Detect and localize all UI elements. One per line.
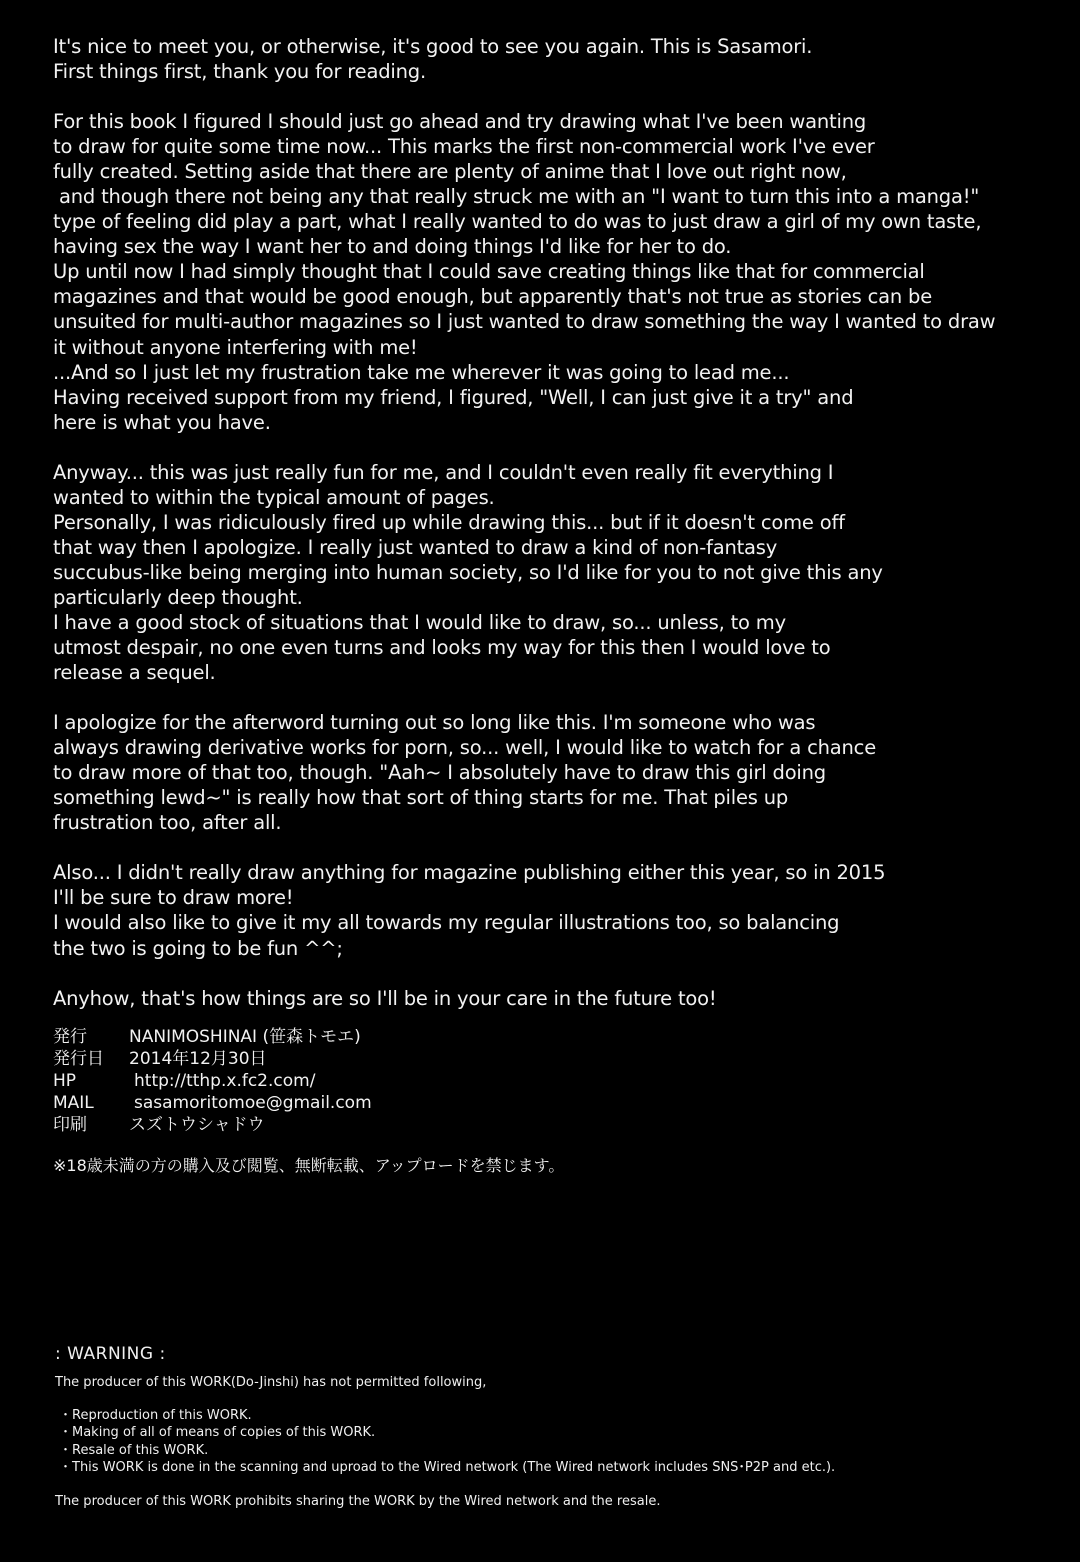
hp-label: HP bbox=[53, 1071, 77, 1091]
publisher-label: 発行 bbox=[53, 1027, 87, 1047]
age-restriction-notice: ※18歳未満の方の購入及び閲覧、無断転載、アップロードを禁じます。 bbox=[53, 1156, 565, 1175]
paragraph-fun bbox=[53, 460, 1013, 685]
warning-item: ・This WORK is done in the scanning and uproad to the Wired network (The Wired network includes SNS･P2P and etc.). bbox=[59, 1459, 836, 1475]
text-line: always drawing derivative works for porn, so... well, I would like to watch for a chance bbox=[53, 736, 876, 760]
text-line: Up until now I had simply thought that I could save creating things like that for commercial bbox=[53, 260, 925, 284]
hp-link: http://tthp.x.fc2.com/ bbox=[134, 1071, 316, 1091]
text-line: It's nice to meet you, or otherwise, it's good to see you again. This is Sasamori. bbox=[53, 35, 813, 58]
text-line: wanted to within the typical amount of pages. bbox=[53, 485, 495, 509]
text-line: particularly deep thought. bbox=[53, 585, 303, 609]
afterword-text bbox=[53, 34, 1013, 1011]
colophon-mail-row bbox=[53, 1092, 372, 1114]
colophon-print-row bbox=[53, 1114, 372, 1136]
text-line: having sex the way I want her to and doing things I'd like for her to do. bbox=[53, 235, 732, 259]
warning-outro: The producer of this WORK prohibits sharing the WORK by the Wired network and the resale. bbox=[55, 1494, 661, 1510]
warning-intro: The producer of this WORK(Do-Jinshi) has not permitted following, bbox=[55, 1375, 487, 1390]
text-line: frustration too, after all. bbox=[53, 811, 282, 835]
publisher-value: NANIMOSHINAI (笹森トモエ) bbox=[129, 1027, 361, 1047]
text-line: I would also like to give it my all towards my regular illustrations too, so balancing bbox=[53, 911, 840, 935]
text-line: utmost despair, no one even turns and looks my way for this then I would love to bbox=[53, 636, 831, 660]
text-line: Anyway... this was just really fun for me, and I couldn't even really fit everything I bbox=[53, 460, 834, 484]
text-line: Also... I didn't really draw anything for magazine publishing either this year, so in 2015 bbox=[53, 861, 886, 885]
colophon-hp-row bbox=[53, 1070, 372, 1092]
paragraph-plans bbox=[53, 860, 1013, 960]
text-line: I have a good stock of situations that I would like to draw, so... unless, to my bbox=[53, 610, 786, 634]
paragraph-closing bbox=[53, 986, 1013, 1011]
text-line: the two is going to be fun ^^; bbox=[53, 936, 343, 960]
date-value: 2014年12月30日 bbox=[129, 1049, 267, 1069]
text-line: release a sequel. bbox=[53, 661, 216, 685]
text-line: to draw for quite some time now... This marks the first non-commercial work I've ever bbox=[53, 135, 875, 159]
text-line: to draw more of that too, though. "Aah~ I absolutely have to draw this girl doing bbox=[53, 761, 826, 785]
text-line: type of feeling did play a part, what I really wanted to do was to just draw a girl of my own taste, bbox=[53, 210, 982, 234]
warning-item: ・Reproduction of this WORK. bbox=[59, 1408, 252, 1424]
text-line: and though there not being any that really struck me with an "I want to turn this into a manga!" bbox=[53, 185, 980, 209]
paragraph-gap bbox=[53, 435, 1013, 460]
text-line: it without anyone interfering with me! bbox=[53, 335, 418, 359]
mail-label: MAIL bbox=[53, 1093, 94, 1113]
text-line: here is what you have. bbox=[53, 410, 271, 434]
text-line: magazines and that would be good enough, but apparently that's not true as stories can be bbox=[53, 285, 933, 309]
print-value: スズトウシャドウ bbox=[129, 1115, 265, 1135]
colophon-publisher-row bbox=[53, 1026, 372, 1048]
colophon-date-row bbox=[53, 1048, 372, 1070]
paragraph-apology bbox=[53, 710, 1013, 835]
paragraph-greeting bbox=[53, 34, 1013, 84]
text-line: First things first, thank you for reading. bbox=[53, 60, 426, 84]
warning-item: ・Resale of this WORK. bbox=[59, 1442, 209, 1458]
warning-list bbox=[55, 1407, 835, 1476]
text-line: ...And so I just let my frustration take me wherever it was going to lead me... bbox=[53, 360, 790, 384]
text-line: fully created. Setting aside that there are plenty of anime that I love out right now, bbox=[53, 160, 847, 184]
warning-item: ・Making of all of means of copies of this WORK. bbox=[59, 1425, 376, 1441]
text-line: For this book I figured I should just go ahead and try drawing what I've been wanting bbox=[53, 110, 867, 134]
paragraph-gap bbox=[53, 835, 1013, 860]
text-line: unsuited for multi-author magazines so I just wanted to draw something the way I wanted to draw bbox=[53, 310, 996, 334]
warning-block bbox=[55, 1342, 835, 1510]
paragraph-gap bbox=[53, 84, 1013, 109]
warning-title: : WARNING : bbox=[55, 1344, 166, 1364]
text-line: Anyhow, that's how things are so I'll be in your care in the future too! bbox=[53, 986, 717, 1010]
date-label: 発行日 bbox=[53, 1049, 104, 1069]
text-line: succubus-like being merging into human society, so I'd like for you to not give this any bbox=[53, 560, 883, 584]
text-line: Having received support from my friend, I figured, "Well, I can just give it a try" and bbox=[53, 385, 854, 409]
print-label: 印刷 bbox=[53, 1115, 87, 1135]
mail-address: sasamoritomoe@gmail.com bbox=[134, 1093, 372, 1113]
paragraph-gap bbox=[53, 961, 1013, 986]
text-line: I apologize for the afterword turning out so long like this. I'm someone who was bbox=[53, 711, 816, 735]
colophon bbox=[53, 1026, 372, 1136]
text-line: that way then I apologize. I really just wanted to draw a kind of non-fantasy bbox=[53, 535, 778, 559]
text-line: something lewd~" is really how that sort of thing starts for me. That piles up bbox=[53, 786, 789, 810]
text-line: I'll be sure to draw more! bbox=[53, 886, 294, 910]
paragraph-motivation bbox=[53, 109, 1013, 435]
paragraph-gap bbox=[53, 685, 1013, 710]
text-line: Personally, I was ridiculously fired up while drawing this... but if it doesn't come off bbox=[53, 510, 845, 534]
